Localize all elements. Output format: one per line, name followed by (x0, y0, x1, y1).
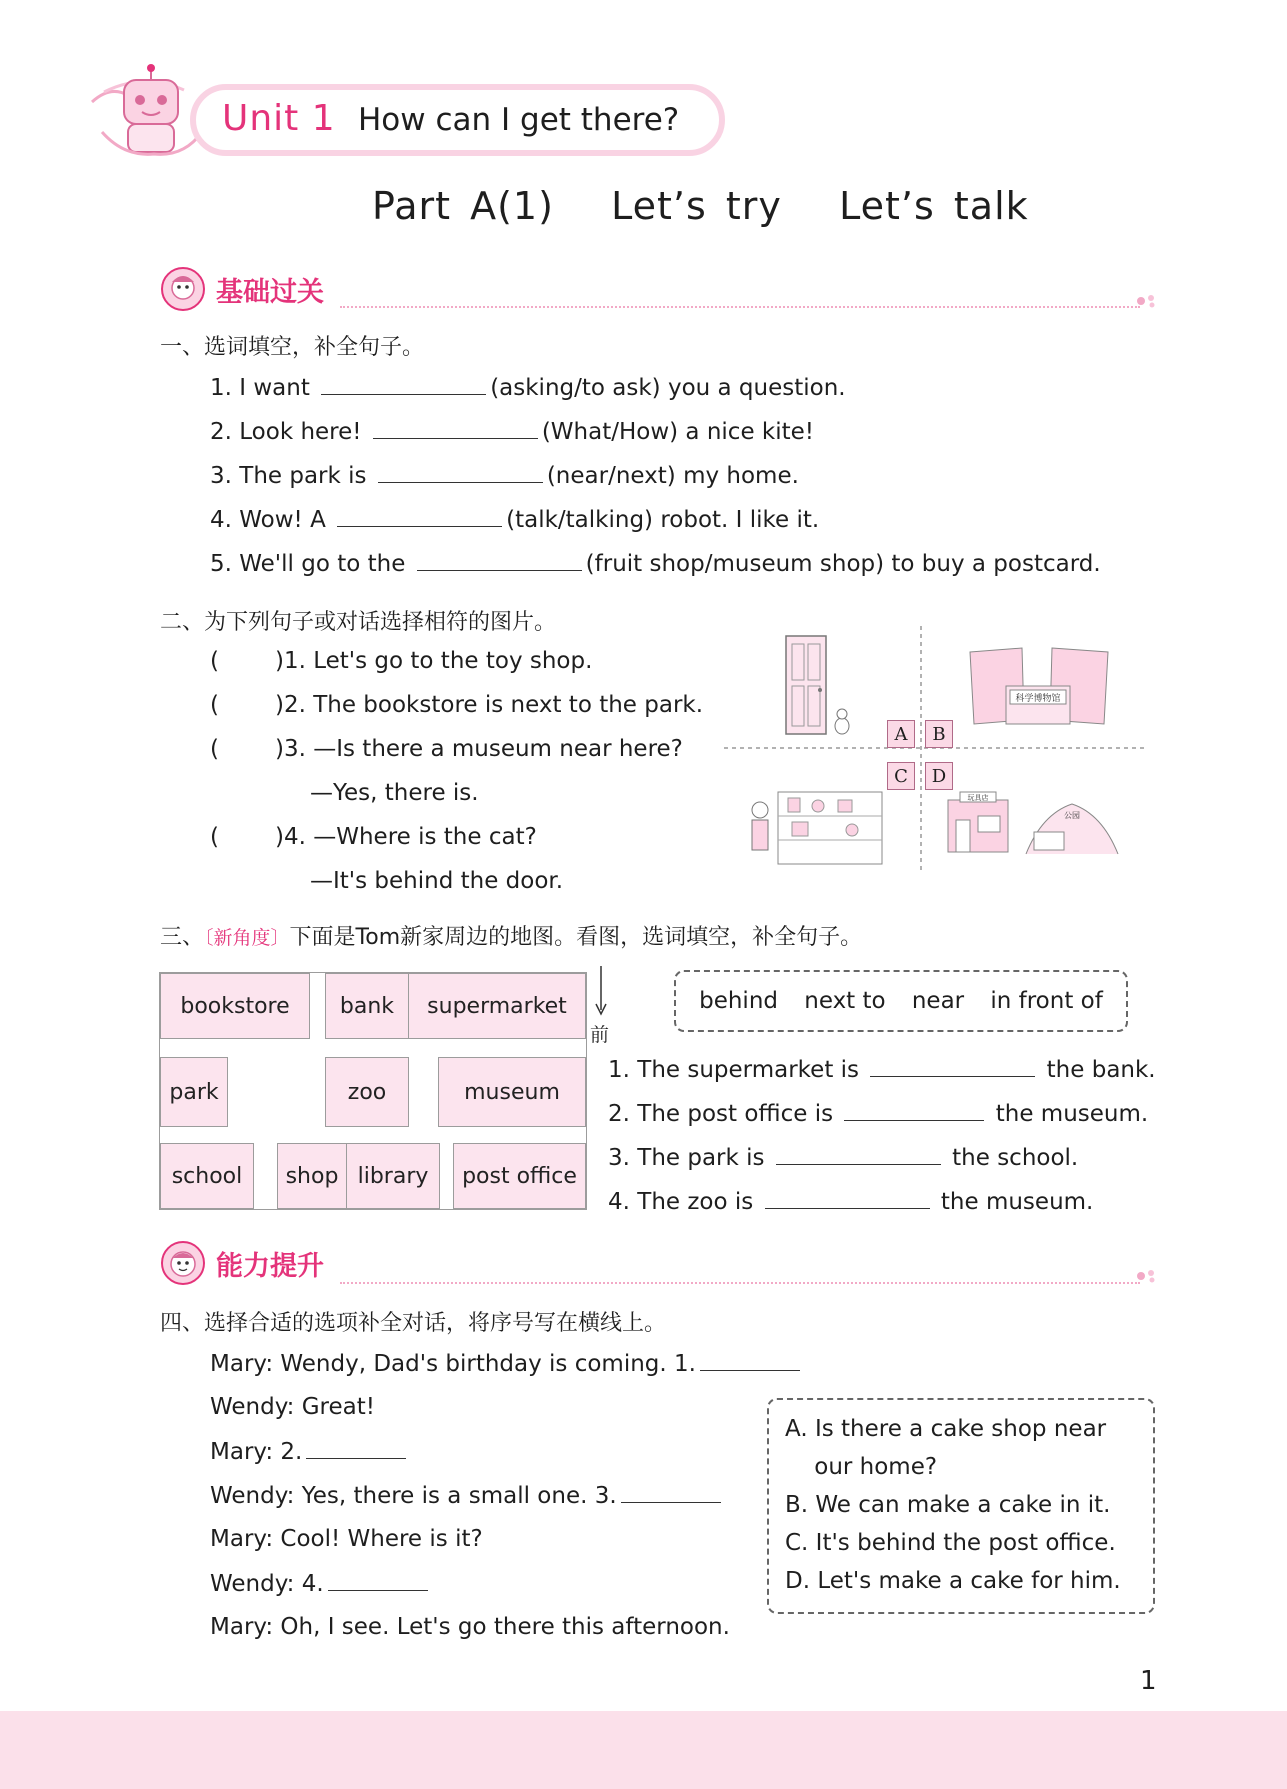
option-b: B. We can make a cake in it. (785, 1492, 1111, 1518)
item-number: 3. (608, 1145, 630, 1171)
map-museum: museum (438, 1057, 586, 1127)
item-number: 2. (210, 419, 232, 445)
answer-blank[interactable] (306, 1436, 406, 1459)
unit-label: Unit 1 (222, 98, 336, 139)
dialogue-line (210, 1524, 804, 1568)
option-c: C. It's behind the post office. (785, 1530, 1116, 1556)
option-a-cont: our home? (785, 1454, 938, 1480)
item-number: 1. (210, 375, 232, 401)
section-heading-basic: 基础过关 (216, 277, 324, 308)
item-number: )2. (274, 692, 306, 718)
dialogue-text: Wendy: 4. (210, 1571, 324, 1597)
word-option: next to (804, 988, 886, 1014)
item-text: the museum. (995, 1101, 1149, 1127)
map-supermarket: supermarket (408, 973, 586, 1039)
dialogue-line (210, 1612, 804, 1656)
dialogue-text: Mary: Cool! Where is it? (210, 1526, 483, 1552)
item-text: —Yes, there is. (310, 780, 479, 806)
item-number: 4. (210, 507, 232, 533)
answer-blank[interactable] (417, 548, 582, 571)
park-sign: 公园 (1064, 811, 1080, 820)
item-text: (fruit shop/museum shop) to buy a postcard. (585, 551, 1101, 577)
unit-title: How can I get there? (358, 102, 680, 138)
q3-number: 三、 (160, 925, 205, 950)
shop-sign: 玩具店 (967, 794, 989, 802)
q1-item (210, 548, 1101, 592)
dialogue-text: Wendy: Great! (210, 1394, 375, 1420)
item-text: Wow! A (239, 507, 326, 533)
dialogue-line (210, 1480, 804, 1524)
item-number: )4. (274, 824, 306, 850)
item-number: 3. (210, 463, 232, 489)
item-text: (asking/to ask) you a question. (490, 375, 846, 401)
new-angle-tag: 〔新角度〕 (204, 927, 290, 949)
item-number: )3. (274, 736, 306, 762)
section-girl-icon (160, 266, 206, 312)
q2-list (210, 646, 703, 910)
item-text: (near/next) my home. (546, 463, 799, 489)
map-park: park (160, 1057, 228, 1127)
paren-open: ( (210, 692, 219, 718)
item-number: 1. (608, 1057, 630, 1083)
toy-shop-picture (752, 792, 882, 864)
paren-open: ( (210, 736, 219, 762)
label-a: A (887, 720, 915, 748)
dialogue-line (210, 1568, 804, 1612)
dots-icon (1136, 1268, 1158, 1284)
q4-title: 四、选择合适的选项补全对话，将序号写在横线上。 (160, 1311, 667, 1336)
item-text: We'll go to the (239, 551, 406, 577)
map-shop: shop (277, 1143, 347, 1209)
item-text: The supermarket is (637, 1057, 860, 1083)
item-number: 4. (608, 1189, 630, 1215)
footer-band (0, 1711, 1287, 1789)
answer-blank[interactable] (844, 1098, 984, 1121)
dialogue-line (210, 1392, 804, 1436)
dialogue-line (210, 1348, 804, 1392)
item-number: )1. (274, 648, 306, 674)
map-bookstore: bookstore (160, 973, 310, 1039)
label-b: B (925, 720, 953, 748)
q2-item (210, 646, 703, 690)
q1-item (210, 504, 1101, 548)
item-number: 2. (608, 1101, 630, 1127)
label-c: C (887, 762, 915, 790)
q3-item (608, 1186, 1156, 1230)
dialogue-text: Mary: Wendy, Dad's birthday is coming. 1. (210, 1351, 696, 1377)
item-text: the school. (952, 1145, 1079, 1171)
q2-item (210, 778, 703, 822)
dialogue-text: Mary: 2. (210, 1439, 303, 1465)
part-title: Part A(1) Let’s try Let’s talk (372, 184, 1029, 228)
q3-list (608, 1054, 1156, 1230)
options-list (785, 1410, 1121, 1600)
q3-instruction: 下面是Tom新家周边的地图。看图，选词填空，补全句子。 (289, 925, 863, 950)
dialogue-text: Wendy: Yes, there is a small one. 3. (210, 1483, 617, 1509)
divider (340, 306, 1140, 308)
q2-item (210, 822, 703, 866)
label-d: D (925, 762, 953, 790)
item-text: The park is (637, 1145, 765, 1171)
door-picture (786, 636, 849, 734)
answer-blank[interactable] (700, 1348, 800, 1371)
item-text: The park is (239, 463, 367, 489)
q2-item (210, 690, 703, 734)
item-number: 5. (210, 551, 232, 577)
dialogue-text: Mary: Oh, I see. Let's go there this afternoon. (210, 1614, 730, 1640)
q2-title: 二、为下列句子或对话选择相符的图片。 (160, 610, 557, 635)
map-grid (159, 972, 587, 1210)
option-d: D. Let's make a cake for him. (785, 1568, 1121, 1594)
paren-open: ( (210, 648, 219, 674)
divider (340, 1282, 1140, 1284)
word-bank (674, 970, 1128, 1032)
answer-blank[interactable] (373, 416, 538, 439)
paren-open: ( (210, 824, 219, 850)
q3-item (608, 1098, 1156, 1142)
item-text: —Where is the cat? (313, 824, 537, 850)
item-text: Look here! (239, 419, 362, 445)
item-text: the museum. (940, 1189, 1094, 1215)
answer-blank[interactable] (337, 504, 502, 527)
answer-blank[interactable] (378, 460, 543, 483)
option-a: A. Is there a cake shop near (785, 1416, 1107, 1442)
map-post-office: post office (453, 1143, 586, 1209)
item-text: the bank. (1046, 1057, 1156, 1083)
word-option: behind (699, 988, 779, 1014)
direction-label: 前 (590, 1024, 610, 1046)
answer-blank[interactable] (776, 1142, 941, 1165)
item-text: The zoo is (637, 1189, 754, 1215)
dialogue-line (210, 1436, 804, 1480)
item-text: —It's behind the door. (310, 868, 564, 894)
q1-item (210, 460, 1101, 504)
item-text: I want (239, 375, 310, 401)
q2-item (210, 734, 703, 778)
q1-title: 一、选词填空，补全句子。 (160, 335, 425, 360)
map-zoo: zoo (325, 1057, 409, 1127)
q3-item (608, 1142, 1156, 1186)
q3-item (608, 1054, 1156, 1098)
map-bank: bank (325, 973, 409, 1039)
dialogue (210, 1348, 804, 1656)
answer-blank[interactable] (765, 1186, 930, 1209)
q2-item (210, 866, 703, 910)
map-library: library (346, 1143, 440, 1209)
arrow-down-icon (594, 966, 608, 1016)
q1-list (210, 372, 1101, 592)
q1-item (210, 372, 1101, 416)
section-heading-advanced: 能力提升 (216, 1251, 324, 1282)
answer-blank[interactable] (328, 1568, 428, 1591)
answer-blank[interactable] (870, 1054, 1035, 1077)
answer-blank[interactable] (321, 372, 486, 395)
museum-picture (970, 648, 1108, 724)
q1-item (210, 416, 1101, 460)
museum-sign: 科学博物馆 (1015, 694, 1061, 704)
item-text: —Is there a museum near here? (313, 736, 683, 762)
item-text: (What/How) a nice kite! (541, 419, 815, 445)
word-option: near (911, 988, 965, 1014)
map-school: school (160, 1143, 254, 1209)
section-boy-icon (160, 1240, 206, 1286)
bookstore-park-picture (948, 792, 1118, 854)
dots-icon (1136, 293, 1158, 309)
item-text: The bookstore is next to the park. (313, 692, 704, 718)
page-number: 1 (1140, 1666, 1157, 1696)
picture-grid (722, 624, 1148, 872)
q3-title (160, 920, 862, 951)
options-box (767, 1398, 1155, 1614)
word-option: in front of (990, 988, 1103, 1014)
item-text: Let's go to the toy shop. (313, 648, 593, 674)
item-text: (talk/talking) robot. I like it. (506, 507, 820, 533)
answer-blank[interactable] (621, 1480, 721, 1503)
item-text: The post office is (637, 1101, 834, 1127)
